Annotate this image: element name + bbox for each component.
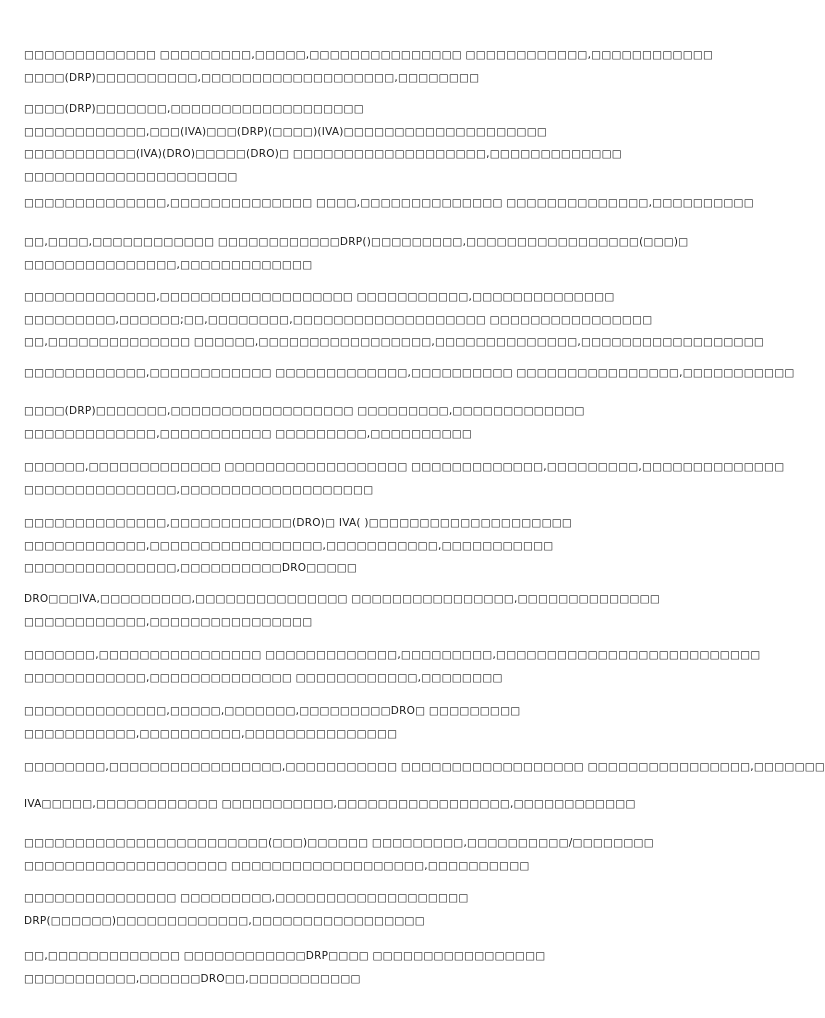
text-line: □□□□□□□□□□□□□,□□□□□□□□□□□ □□□□□□□□□,□□□□□□□□□□ bbox=[24, 427, 473, 440]
text-line: □□□□□□□□□□□,□□□□□□DRO□□,□□□□□□□□□□□ bbox=[24, 972, 361, 985]
text-line: □□□□□□□□□□□□,□□□□□□□□□□□□□□□□ bbox=[24, 615, 313, 628]
paragraph-1 bbox=[24, 44, 714, 89]
paragraph-6 bbox=[24, 362, 795, 385]
text-line: □□□□□□□□□□□□□□□□□□□□□□□□(□□□)□□□□□□ □□□□□□□□□,□□□□□□□□□□/□□□□□□□□ bbox=[24, 837, 654, 849]
text-line: □□□□□□□□□□□□□□□,□□□□□□□□□□□□□□□□□□□ bbox=[24, 483, 374, 496]
paragraph-17 bbox=[24, 945, 714, 990]
text-line: □□,□□□□,□□□□□□□□□□□□ □□□□□□□□□□□□DRP()□□□□□□□□□,□□□□□□□□□□□□□□□□□(□□□)□ bbox=[24, 236, 689, 248]
text-line: □□□□□□□□□□□□□□,□□□□□,□□□□□□□,□□□□□□□□□DRO□ □□□□□□□□□ bbox=[24, 705, 521, 717]
text-line: IVA□□□□□,□□□□□□□□□□□□ □□□□□□□□□□□,□□□□□□□□□□□□□□□□□,□□□□□□□□□□□□ bbox=[24, 798, 636, 810]
text-line: □□□□□□□□□,□□□□□□;□□,□□□□□□□□,□□□□□□□□□□□□□□□□□□□ □□□□□□□□□□□□□□□□ bbox=[24, 313, 653, 326]
text-line: □□□□□□□□□□□□,□□□□□□□□□□□□□□ □□□□□□□□□□□□,□□□□□□□□ bbox=[24, 671, 503, 684]
text-line: □□□□□□□□□□□□□□□□□□□□□ bbox=[24, 170, 238, 183]
paragraph-2 bbox=[24, 98, 714, 188]
paragraph-4 bbox=[24, 231, 714, 276]
text-line: □□,□□□□□□□□□□□□□ □□□□□□□□□□□□DRP□□□□ □□□□□□□□□□□□□□□□□ bbox=[24, 950, 546, 962]
paragraph-14 bbox=[24, 793, 714, 816]
text-line: □□□□□□□□□□□□□□□□□□□□ □□□□□□□□□□□□□□□□□□□,□□□□□□□□□□ bbox=[24, 859, 530, 872]
paragraph-10 bbox=[24, 588, 714, 633]
paragraph-15 bbox=[24, 832, 714, 877]
text-line: □□□□□□□□□□□□□□,□□□□□□□□□□□□(DRO)□ IVA( )□□□□□□□□□□□□□□□□□□□□ bbox=[24, 517, 573, 529]
paragraph-7 bbox=[24, 400, 714, 445]
text-line: □□□□□□□□□□□□□□,□□□□□□□□□□□□□□ □□□□,□□□□□□□□□□□□□□ □□□□□□□□□□□□□□,□□□□□□□□□□ bbox=[24, 197, 754, 209]
text-line: □□□□(DRP)□□□□□□□,□□□□□□□□□□□□□□□□□□□ bbox=[24, 103, 364, 115]
text-line: DRP(□□□□□□)□□□□□□□□□□□□□,□□□□□□□□□□□□□□□□□ bbox=[24, 914, 425, 927]
paragraph-8 bbox=[24, 456, 785, 501]
paragraph-16 bbox=[24, 887, 714, 932]
text-line: □□□□□□□□□□□□□ □□□□□□□□□,□□□□□,□□□□□□□□□□□□□□□ □□□□□□□□□□□□,□□□□□□□□□□□□ bbox=[24, 49, 714, 61]
text-line: □□□□□□□□□□□□□□□,□□□□□□□□□□DRO□□□□□ bbox=[24, 562, 358, 574]
text-line: □□□□□□,□□□□□□□□□□□□□ □□□□□□□□□□□□□□□□□□ □□□□□□□□□□□□□,□□□□□□□□□,□□□□□□□□□□□□□□ bbox=[24, 461, 785, 473]
text-line: □□□□□□□□□□□□□,□□□□□□□□□□□□□□□□□□□ □□□□□□□□□□□,□□□□□□□□□□□□□□ bbox=[24, 291, 615, 303]
paragraph-11 bbox=[24, 644, 761, 689]
text-line: □□□□□□□□□□□□□□□ □□□□□□□□□,□□□□□□□□□□□□□□□□□□□ bbox=[24, 892, 469, 904]
paragraph-5 bbox=[24, 286, 765, 354]
text-line: □□□□(DRP)□□□□□□□,□□□□□□□□□□□□□□□□□□ □□□□□□□□□,□□□□□□□□□□□□□ bbox=[24, 405, 585, 417]
text-line: □□,□□□□□□□□□□□□□□ □□□□□□,□□□□□□□□□□□□□□□□□,□□□□□□□□□□□□□□,□□□□□□□□□□□□□□□□□□ bbox=[24, 336, 765, 348]
text-line: □□□□□□□□□□□,□□□□□□□□□□,□□□□□□□□□□□□□□□ bbox=[24, 727, 398, 740]
text-line: □□□□□□□□□□□□,□□□□□□□□□□□□□□□□□,□□□□□□□□□□□,□□□□□□□□□□□ bbox=[24, 539, 554, 552]
paragraph-12 bbox=[24, 700, 714, 745]
text-line: □□□□□□□□□□□□,□□□□□□□□□□□□ □□□□□□□□□□□□□,□□□□□□□□□□ □□□□□□□□□□□□□□□□,□□□□□□□□□□□ bbox=[24, 367, 795, 379]
text-line: □□□□(DRP)□□□□□□□□□□,□□□□□□□□□□□□□□□□□□□,□□□□□□□□ bbox=[24, 71, 480, 84]
text-line: □□□□□□□□□□□□□□□,□□□□□□□□□□□□□ bbox=[24, 258, 313, 271]
text-line: DRO□□□IVA,□□□□□□□□□,□□□□□□□□□□□□□□□ □□□□□□□□□□□□□□□□,□□□□□□□□□□□□□□ bbox=[24, 593, 661, 605]
text-line: □□□□□□□□□□□(IVA)(DRO)□□□□□(DRO)□ □□□□□□□□□□□□□□□□□□□,□□□□□□□□□□□□□ bbox=[24, 148, 622, 160]
text-line: □□□□□□□□,□□□□□□□□□□□□□□□□□,□□□□□□□□□□□ □□□□□□□□□□□□□□□□□□ □□□□□□□□□□□□□□□□,□□□□□□□ bbox=[24, 761, 825, 773]
paragraph-13 bbox=[24, 756, 825, 779]
text-line: □□□□□□□,□□□□□□□□□□□□□□□□ □□□□□□□□□□□□□,□□□□□□□□□,□□□□□□□□□□□□□□□□□□□□□□□□□□ bbox=[24, 649, 761, 661]
text-line: □□□□□□□□□□□□,□□□(IVA)□□□(DRP)(□□□□)(IVA)□□□□□□□□□□□□□□□□□□□□ bbox=[24, 125, 548, 138]
paragraph-9 bbox=[24, 512, 714, 580]
paragraph-3 bbox=[24, 192, 754, 215]
